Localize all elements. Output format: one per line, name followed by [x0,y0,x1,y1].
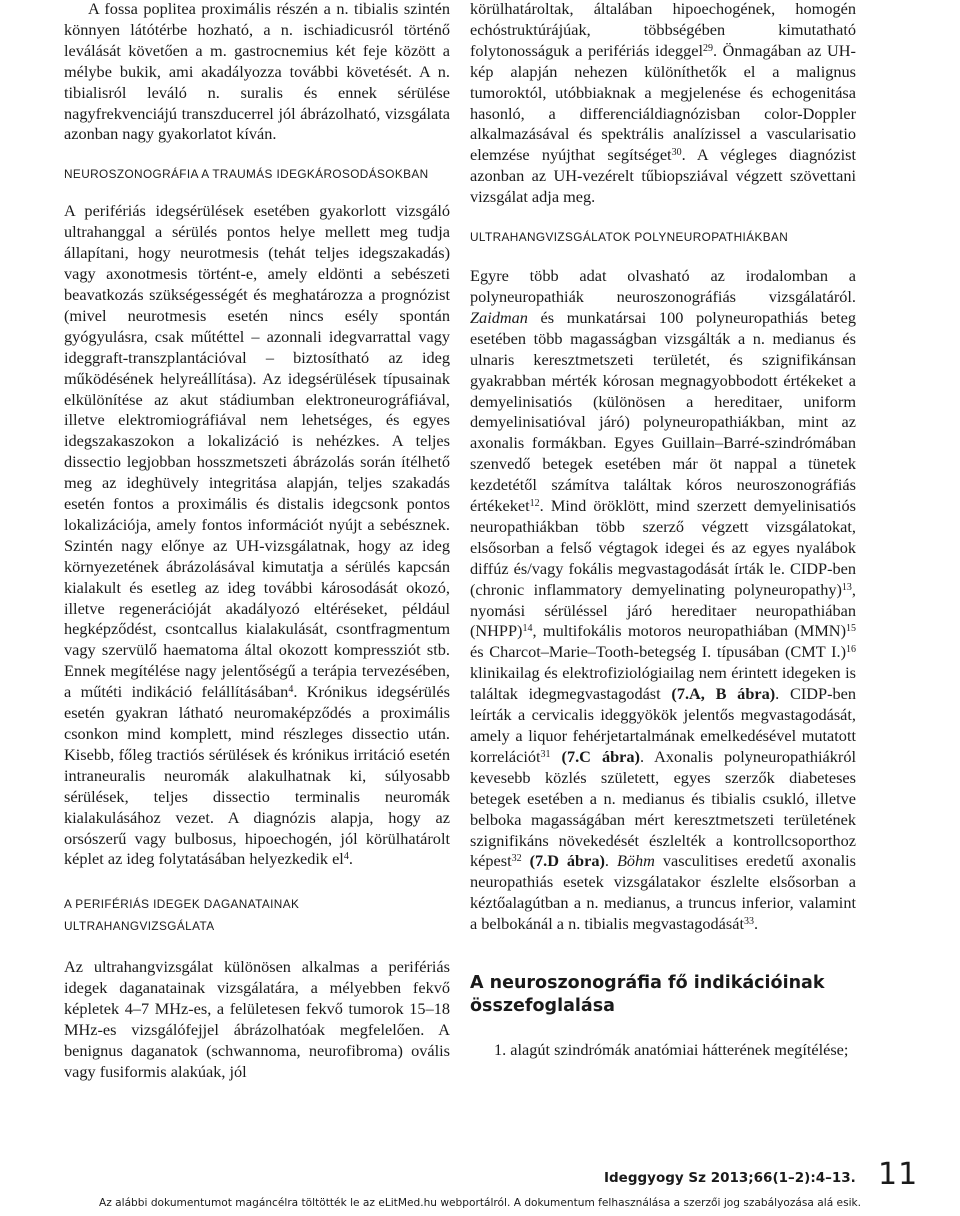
reference-29: 29 [702,42,713,54]
text-b: . Önmagában az UH-kép alapján nehezen különíthetők el a malignus tumoroktól, utóbbiaknak a megjelenése és echogenitása hasonló, a differenciáldiagnózisban color-Doppler alkalmazásával és spektrális analízissel a vascularisatio elemzése nyújthat segítséget [470,40,856,165]
download-notice: Az alábbi dokumentumot magáncélra töltötték le az eLitMed.hu webportálról. A dokumentum felhasználása a szerzői jog szabályozása alá esik. [98,1197,862,1209]
text: és Charcot–Marie–Tooth-betegség I. típusában (CMT I.) [470,642,846,662]
paragraph-polyneuropathy [470,266,856,935]
paragraph-trauma: A perifériás idegsérülések esetében gyakorlott vizsgáló ultrahanggal a sérülés pontos helye mellett meg tudja állapítani, hogy neurotmesis (tehát teljes idegszakadás) vagy axonotmesis történt-e, amely eldönti a sebészeti beavatkozás szükségességét és meghatározza a prognózist (mivel neurotmesis esetén nincs esély spontán gyógyulásra, csak műtéttel – azonnali idegvarrattal vagy ideggraft-transzplantációval – biztosítható az ideg működésének helyreállítása). Az idegsérülések típusainak elkülönítése az akut stádiumban elektroneurográfiával, illetve elektromiográfiával nem lehetséges, és egyes idegszakaszokon a lokalizáció is nehézkes. A teljes dissectio legjobban hosszmetszeti ábrázolás során ítélhető meg az ideghüvely integritása alapján, teljes szakadás esetén fontos a proximális és distalis idegcsonk pontos lokalizációja, amely fontos információt nyújt a sebésznek. Szintén nagy előnye az UH-vizsgálatnak, hogy az ideg környezetének ábrázolásával kimutatja a sérülés kapcsán kialakult és esetleg az ideg további károsodását okozó, illetve regenerációját akadályozó eltéréseket, például hegképződést, csontcallus kialakulását, csontfragmentum vagy szervülő haematoma által okozott kompressziót stb. Ennek megítélése nagy jelentőségű a terápia tervezésében, a műtéti indikáció felállításában$^4$. Krónikus idegsérülés esetén gyakran látható neuromaképződés a proximális csonkon mind komplett, mind részleges dissectio után. Kisebb, főleg tractiós sérülések és krónikus irritáció esetén intraneuralis neuromák alakulhatnak ki, súlyosabb sérülések, teljes dissectio terminalis neuromák kialakulásához vezet. A diagnózis alapja, hogy az orsószerű vagy bulbosus, hipoechogén, jól körülhatárolt képlet az ideg folytatásában helyezkedik $el^4$. [64,201,450,869]
text: klinikailag és elektrofiziológiailag nem érintett idegeken is találtak idegmegvastagodást [470,663,856,704]
text: , multifokális motoros neuropathiában (MMN) [532,621,846,641]
reference-31: 31 [540,748,551,760]
text: Egyre több adat olvasható az irodalomban a polyneuropathiák neuroszonográfiás vizsgálatáról. [470,266,856,306]
figure-ref-7d: (7.D ábra) [529,851,605,871]
text: . Axonalis polyneuropathiákról kevesebb közlés született, egyes szerzők diabeteses betegek esetében a n. medianus és tibialis csukló, illetve belboka magasságában mért keresztmetszeti területének szignifikáns növekedését észlelték a kontrollcsoporthoz képest [470,746,856,871]
journal-citation: Ideggyogy Sz 2013;66(1–2):4–13. [604,1170,856,1186]
text: . [604,851,617,871]
section-heading-trauma: NEUROSZONOGRÁFIA A TRAUMÁS IDEGKÁROSODÁSOKBAN [64,167,429,182]
reference-14: 14 [522,623,533,635]
paragraph-trauma-text: A perifériás idegsérülések esetében gyakorlott vizsgáló ultrahanggal a sérülés pontos helye mellett meg tudja állapítani, hogy neurotmesis (tehát teljes idegszakadás) vagy axonotmesis történt-e, amely eldönti a sebészeti beavatkozás szükségességét és meghatározza a prognózist (mivel neurotmesis esetén nincs esély spontán gyógyulásra, csak műtéttel – azonnali idegvarrattal vagy ideggraft-transzplantációval – biztosítható az ideg működésének helyreállítása). Az idegsérülések típusainak elkülönítése az akut stádiumban elektroneurográfiával, illetve elektromiográfiával nem lehetséges, és egyes idegszakaszokon a lokalizáció is nehézkes. A teljes dissectio legjobban hosszmetszeti ábrázolás során ítélhető meg az ideghüvely integritása alapján, teljes szakadás esetén fontos a proximális és distalis idegcsonk pontos lokalizációja, amely fontos információt nyújt a sebésznek. Szintén nagy előnye az UH-vizsgálatnak, hogy az ideg környezetének ábrázolásával kimutatja a sérülés kapcsán kialakult és esetleg az ideg további károsodását okozó, illetve regenerációját akadályozó eltéréseket, például hegképződést, csontcallus kialakulását, csontfragmentum vagy szervülő haematoma által okozott kompressziót stb. Ennek megítélése nagy jelentőségű a terápia tervezésében, a műtéti indikáció felállításában [64,201,450,702]
text [522,851,530,870]
figure-ref-7c: (7.C ábra) [561,746,640,766]
paragraph-trauma-text-cont: . Krónikus idegsérülés esetén gyakran látható neuromaképződés a proximális csonkon mind komplett, mind részleges dissectio után. Kisebb, főleg tractiós sérülések és krónikus irritáció esetén intraneuralis neuromák alakulhatnak ki, súlyosabb sérülések, teljes dissectio terminalis neuromák kialakulásához vezet. A diagnózis alapja, hogy az orsószerű vagy bulbosus, hipoechogén, jól körülhatárolt képlet az ideg folytatásában helyezkedik el [64,682,450,869]
reference-4b: 4 [343,851,349,863]
text [551,747,562,766]
figure-ref-7ab: (7.A, B ábra) [671,684,776,704]
text: , nyomási sérüléssel járó hereditaer neuropathiában (NHPP) [470,579,856,641]
section-heading-tumors [64,893,450,937]
text: vasculitises eredetű axonalis neuropathiás esetek vizsgálatakor észlelte elsősorban a kéztőalagútban a n. medianus, a truncus inferior, valamint a belbokánál a n. tibialis megvastagodását [470,851,857,934]
text: . CIDP-ben leírták a cervicalis ideggyökök jelentős megvastagodását, amely a liquor fehérjetartalmának emelkedésével mutatott korrelációt [470,684,856,766]
text-c: . A végleges diagnózist azonban az UH-vezérelt tűbiopsziával végzett szövettani vizsgálat adja meg. [470,145,857,207]
section-heading-polyneuropathy: ULTRAHANGVIZSGÁLATOK POLYNEUROPATHIÁKBAN [470,230,789,245]
page-number: 11 [878,1157,919,1192]
section-heading-tumors-line2: ULTRAHANGVIZSGÁLATA [64,919,215,934]
right-column [470,0,856,1061]
text: és munkatársai 100 polyneuropathiás beteg esetében több magasságban vizsgálták a n. medianus és ulnaris keresztmetszeti területét, és szignifikánsan gyakrabban mérték kórosan megnagyobbodott értékeket a demyelinisatiós (különösen a hereditaer, uniform demyelinisatióval járó) polyneuropathiákban, mint az axonalis formákban. Egyes Guillain–Barré-szindrómában szenvedő betegek esetében már öt nappal a tünetek kezdetétől számítva találtak kóros neuroszonográfiás értékeket [470,307,856,516]
reference-16: 16 [846,644,856,656]
reference-15: 15 [846,623,856,635]
reference-32: 32 [511,853,522,865]
text-a: körülhatároltak, általában hipoechogének, homogén echóstruktúrájúak, többségében kimutatható folytonosságuk a perifériás ideggel [470,0,856,60]
section-heading-tumors-line1: A PERIFÉRIÁS IDEGEK DAGANATAINAK [64,897,300,912]
reference-33: 33 [743,916,754,928]
left-column [64,0,450,1083]
section-heading-indications: A neuroszonográfia fő indikációinak összefoglalása [470,973,825,1017]
text: . Mind öröklött, mind szerzett demyelinisatiós neuropathiákban több szerző végzett vizsgálatokat, elsősorban a felső végtagok idegei és az egyes nyalábok diffúz és/vagy fokális megvastagodását írták le. CIDP-ben (chronic inflammatory demyelinating polyneuropathy) [470,496,856,599]
list-item-1: 1. alagút szindrómák anatómiai hátterének megítélése; [494,1040,849,1060]
paragraph-tumors: Az ultrahangvizsgálat különösen alkalmas a perifériás idegek daganatainak vizsgálatára, a mélyebben fekvő képletek 4–7 MHz-es, a felületesen fekvő tumorok 15–18 MHz-es vizsgálófejjel ábrázolhatóak megfelelően. A benignus daganatok (schwannoma, neurofibroma) ovális vagy fusiformis alakúak, jól [64,957,450,1081]
author-bohm: Böhm [616,851,655,871]
reference-30: 30 [671,147,682,159]
author-zaidman: Zaidman [470,307,528,327]
reference-4: 4 [288,684,294,696]
paragraph-tumors-cont [470,0,856,208]
text: . [753,914,759,934]
paragraph-fossa-poplitea: A fossa poplitea proximális részén a n. tibialis szintén könnyen látótérbe hozható, a n. ischiadicusról történő leválását követően a m. gastrocnemius két feje között a mélybe bukik, ami akadályozza további követését. A n. tibialisról leváló n. suralis és ennek sérülése nagyfrekvenciájú transzducerrel jól ábrázolható, vizsgálata azonban nagy gyakorlatot kíván. [64,0,450,144]
reference-12: 12 [529,498,540,510]
reference-13: 13 [841,581,852,593]
